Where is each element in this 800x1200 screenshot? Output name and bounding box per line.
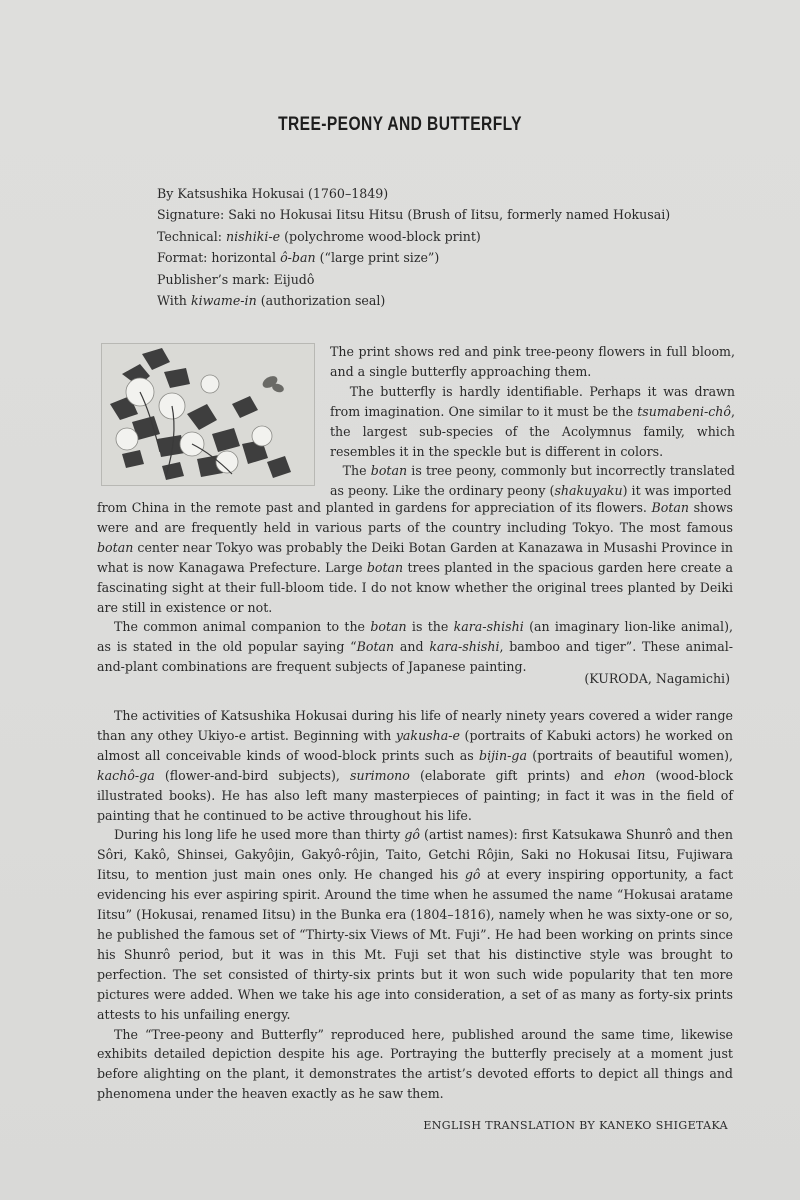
paragraph: The print shows red and pink tree-peony flowers in full bloom, and a single butterfly approaching them.: [330, 344, 735, 379]
meta-technical: Technical: nishiki-e (polychrome wood-block print): [157, 228, 481, 244]
translation-credit: ENGLISH TRANSLATION BY KANEKO SHIGETAKA: [423, 1119, 728, 1132]
meta-format: Format: horizontal ô-ban (“large print size”): [157, 250, 440, 266]
print-thumbnail: [101, 343, 315, 486]
paragraph: The botan is tree peony, commonly but incorrectly translated as peony. Like the ordinary peony (shakuyaku) it was imported: [330, 463, 735, 499]
paragraph: During his long life he used more than thirty gô (artist names): first Katsukawa Shunrô and then Sôri, Kakô, Shinsei, Gakyôjin, Gakyô-rôjin, Taito, Getchi Rôjin, Saki no Hokusai Iitsu, Fujiwara Iitsu, to mention just main ones only. He changed his gô at every inspiring opportunity, a fact evidencing his ever aspiring spirit. Around the time when he assumed the name “Hokusai aratame Iitsu” (Hokusai, renamed Iitsu) in the Bunka era (1804–1816), namely when he was sixty-one or so, he published the famous set of “Thirty-six Views of Mt. Fuji”. He had been working on prints since his Shunrô period, but it was in this Mt. Fuji set that his distinctive style was brought to perfection. The set consisted of thirty-six prints but it won such wide popularity that ten more pictures were added. When we take his age into consideration, a set of as many as forty-six prints attests to his unfailing energy.: [97, 827, 734, 1022]
section1-author: (KURODA, Nagamichi): [584, 671, 730, 686]
paragraph: The activities of Katsushika Hokusai during his life of nearly ninety years covered a wider range than any othey Ukiyo-e artist. Beginning with yakusha-e (portraits of Kabuki actors) he worked on almost all conceivable kinds of wood-block prints such as bijin-ga (portraits of beautiful women), kachô-ga (flower-and-bird subjects), surimono (elaborate gift prints) and ehon (wood-block illustrated books). He has also left many masterpieces of painting; in fact it was in the field of painting that he continued to be active throughout his life.: [97, 708, 734, 823]
paragraph: The butterfly is hardly identifiable. Perhaps it was drawn from imagination. One similar to it must be the tsumabeni-chô, the largest sub-species of the Acolymnus family, which resembles it in the speckle but is different in colors.: [330, 383, 735, 459]
meta-signature: Signature: Saki no Hokusai Iitsu Hitsu (Brush of Iitsu, formerly named Hokusai): [157, 207, 671, 223]
paragraph: The common animal companion to the botan is the kara-shishi (an imaginary lion-like animal), as is stated in the old popular saying “Botan and kara-shishi, bamboo and tiger”. These animal-and-plant combinations are frequent subjects of Japanese painting.: [97, 619, 733, 675]
meta-seal: With kiwame-in (authorization seal): [157, 293, 386, 309]
intro-column: [330, 342, 735, 501]
paragraph: from China in the remote past and planted in gardens for appreciation of its flowers. Botan shows were and are frequently held in various parts of the country including Tokyo. The most famous botan center near Tokyo was probably the Deiki Botan Garden at Kanazawa in Musashi Province in what is now Kanagawa Prefecture. Large botan trees planted in the spacious garden here create a fascinating sight at their full-bloom tide. I do not know whether the original trees planted by Deiki are still in existence or not.: [97, 500, 733, 615]
page-title: TREE-PEONY AND BUTTERFLY: [278, 114, 522, 135]
meta-artist: By Katsushika Hokusai (1760–1849): [157, 186, 389, 201]
meta-publisher: Publisher’s mark: Eijudô: [157, 271, 315, 287]
print-metadata: [157, 183, 757, 311]
section1-body: [97, 498, 733, 677]
paragraph: The “Tree-peony and Butterfly” reproduced here, published around the same time, likewise exhibits detailed depiction despite his age. Portraying the butterfly precisely at a moment just before alighting on the plant, it demonstrates the artist’s devoted efforts to depict all things and phenomena under the heaven exactly as he saw them.: [97, 1026, 733, 1102]
peony-butterfly-illustration: [102, 344, 314, 485]
section2-body: [97, 706, 733, 1104]
